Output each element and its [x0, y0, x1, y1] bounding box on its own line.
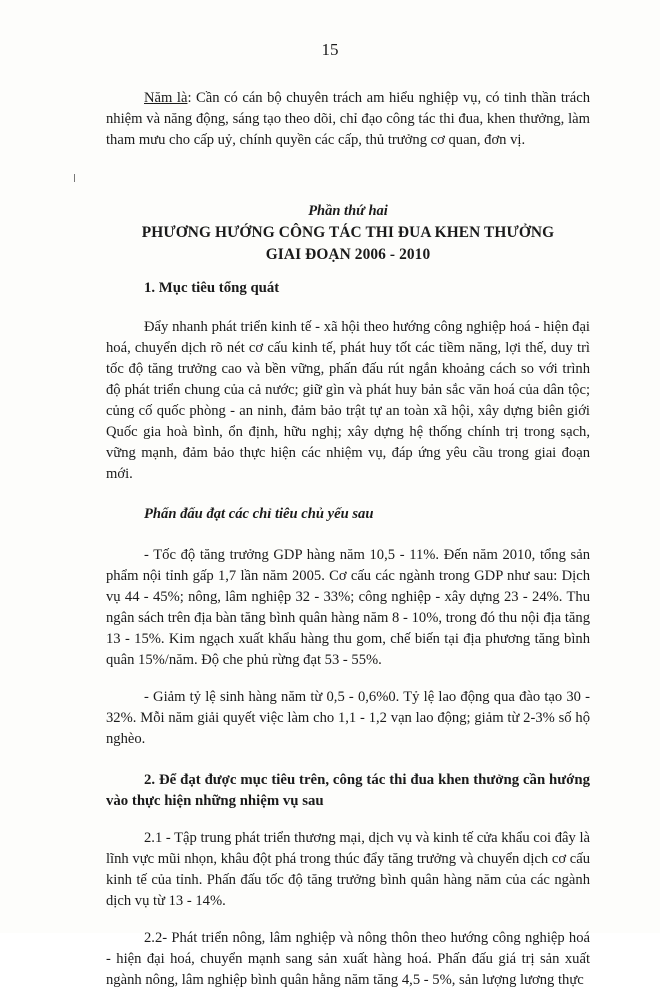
part-label: Phần thứ hai: [308, 203, 388, 219]
document-title-line1: PHƯƠNG HƯỚNG CÔNG TÁC THI ĐUA KHEN THƯỞNG: [141, 224, 555, 241]
section2-heading: 2. Để đạt được mục tiêu trên, công tác thi đua khen thưởng cần hướng vào thực hiện những nhiệm vụ sau: [106, 772, 590, 809]
document-title-line2: GIAI ĐOẠN 2006 - 2010: [265, 246, 431, 263]
page-number: 15: [321, 40, 339, 59]
item-2-1: 2.1 - Tập trung phát triển thương mại, dịch vụ và kinh tế cửa khẩu coi đây là lĩnh vực mũi nhọn, khâu đột phá trong thúc đẩy tăng trưởng và chuyển dịch cơ cấu kinh tế của tỉnh. Phấn đấu tốc độ tăng trưởng bình quân hàng năm của các ngành dịch vụ từ 13 - 14%.: [106, 830, 590, 909]
nam-la-text: : Cần có cán bộ chuyên trách am hiểu nghiệp vụ, có tinh thần trách nhiệm và năng động, sáng tạo theo dõi, chỉ đạo công tác thi đua, khen thưởng, làm tham mưu cho cấp uỷ, chính quyền các cấp, thủ trưởng cơ quan, đơn vị.: [106, 90, 590, 148]
section1-heading: 1. Mục tiêu tổng quát: [144, 280, 280, 296]
paragraph-nam-la: [106, 88, 590, 151]
document-body: [106, 88, 590, 991]
targets-heading: Phấn đấu đạt các chỉ tiêu chủ yếu sau: [144, 506, 374, 522]
scan-mark: [74, 174, 75, 182]
nam-la-label: Năm là: [144, 90, 188, 106]
item-2-2: 2.2- Phát triển nông, lâm nghiệp và nông thôn theo hướng công nghiệp hoá - hiện đại hoá, chuyển mạnh sang sản xuất hàng hoá. Phấn đấu giá trị sản xuất ngành nông, lâm nghiệp bình quân hằng năm tăng 4,5 - 5%, sản lượng lương thực: [106, 930, 590, 988]
section1-paragraph: Đẩy nhanh phát triển kinh tế - xã hội theo hướng công nghiệp hoá - hiện đại hoá, chuyển dịch rõ nét cơ cấu kinh tế, phát huy tốt các tiềm năng, lợi thế, duy trì tốc độ tăng trưởng cao và bền vững, phấn đấu rút ngắn khoảng cách so với trình độ phát triển chung của cả nước; giữ gìn và phát huy bản sắc văn hoá của dân tộc; củng cố quốc phòng - an ninh, đảm bảo trật tự an toàn xã hội, xây dựng biên giới Quốc gia hoà bình, ổn định, hữu nghị; xây dựng hệ thống chính trị trong sạch, vững mạnh, đảm bảo thực hiện các nhiệm vụ, đáp ứng yêu cầu trong giai đoạn mới.: [106, 319, 590, 482]
target-item-1: - Tốc độ tăng trưởng GDP hàng năm 10,5 - 11%. Đến năm 2010, tổng sản phẩm nội tỉnh gấp 1,7 lần năm 2005. Cơ cấu các ngành trong GDP như sau: Dịch vụ 44 - 45%; nông, lâm nghiệp 32 - 33%; công nghiệp - xây dựng 23 - 24%. Thu ngân sách trên địa bàn tăng bình quân hàng năm 8 - 10%, trong đó thu nội địa tăng 13 - 15%. Kim ngạch xuất khẩu hàng thu gom, chế biến tại địa phương tăng bình quân 15%/năm. Độ che phủ rừng đạt 53 - 55%.: [106, 547, 590, 668]
target-item-2: - Giảm tỷ lệ sinh hàng năm từ 0,5 - 0,6%0. Tỷ lệ lao động qua đào tạo 30 - 32%. Mỗi năm giải quyết việc làm cho 1,1 - 1,2 vạn lao động; giảm từ 2-3% số hộ nghèo.: [106, 689, 590, 747]
